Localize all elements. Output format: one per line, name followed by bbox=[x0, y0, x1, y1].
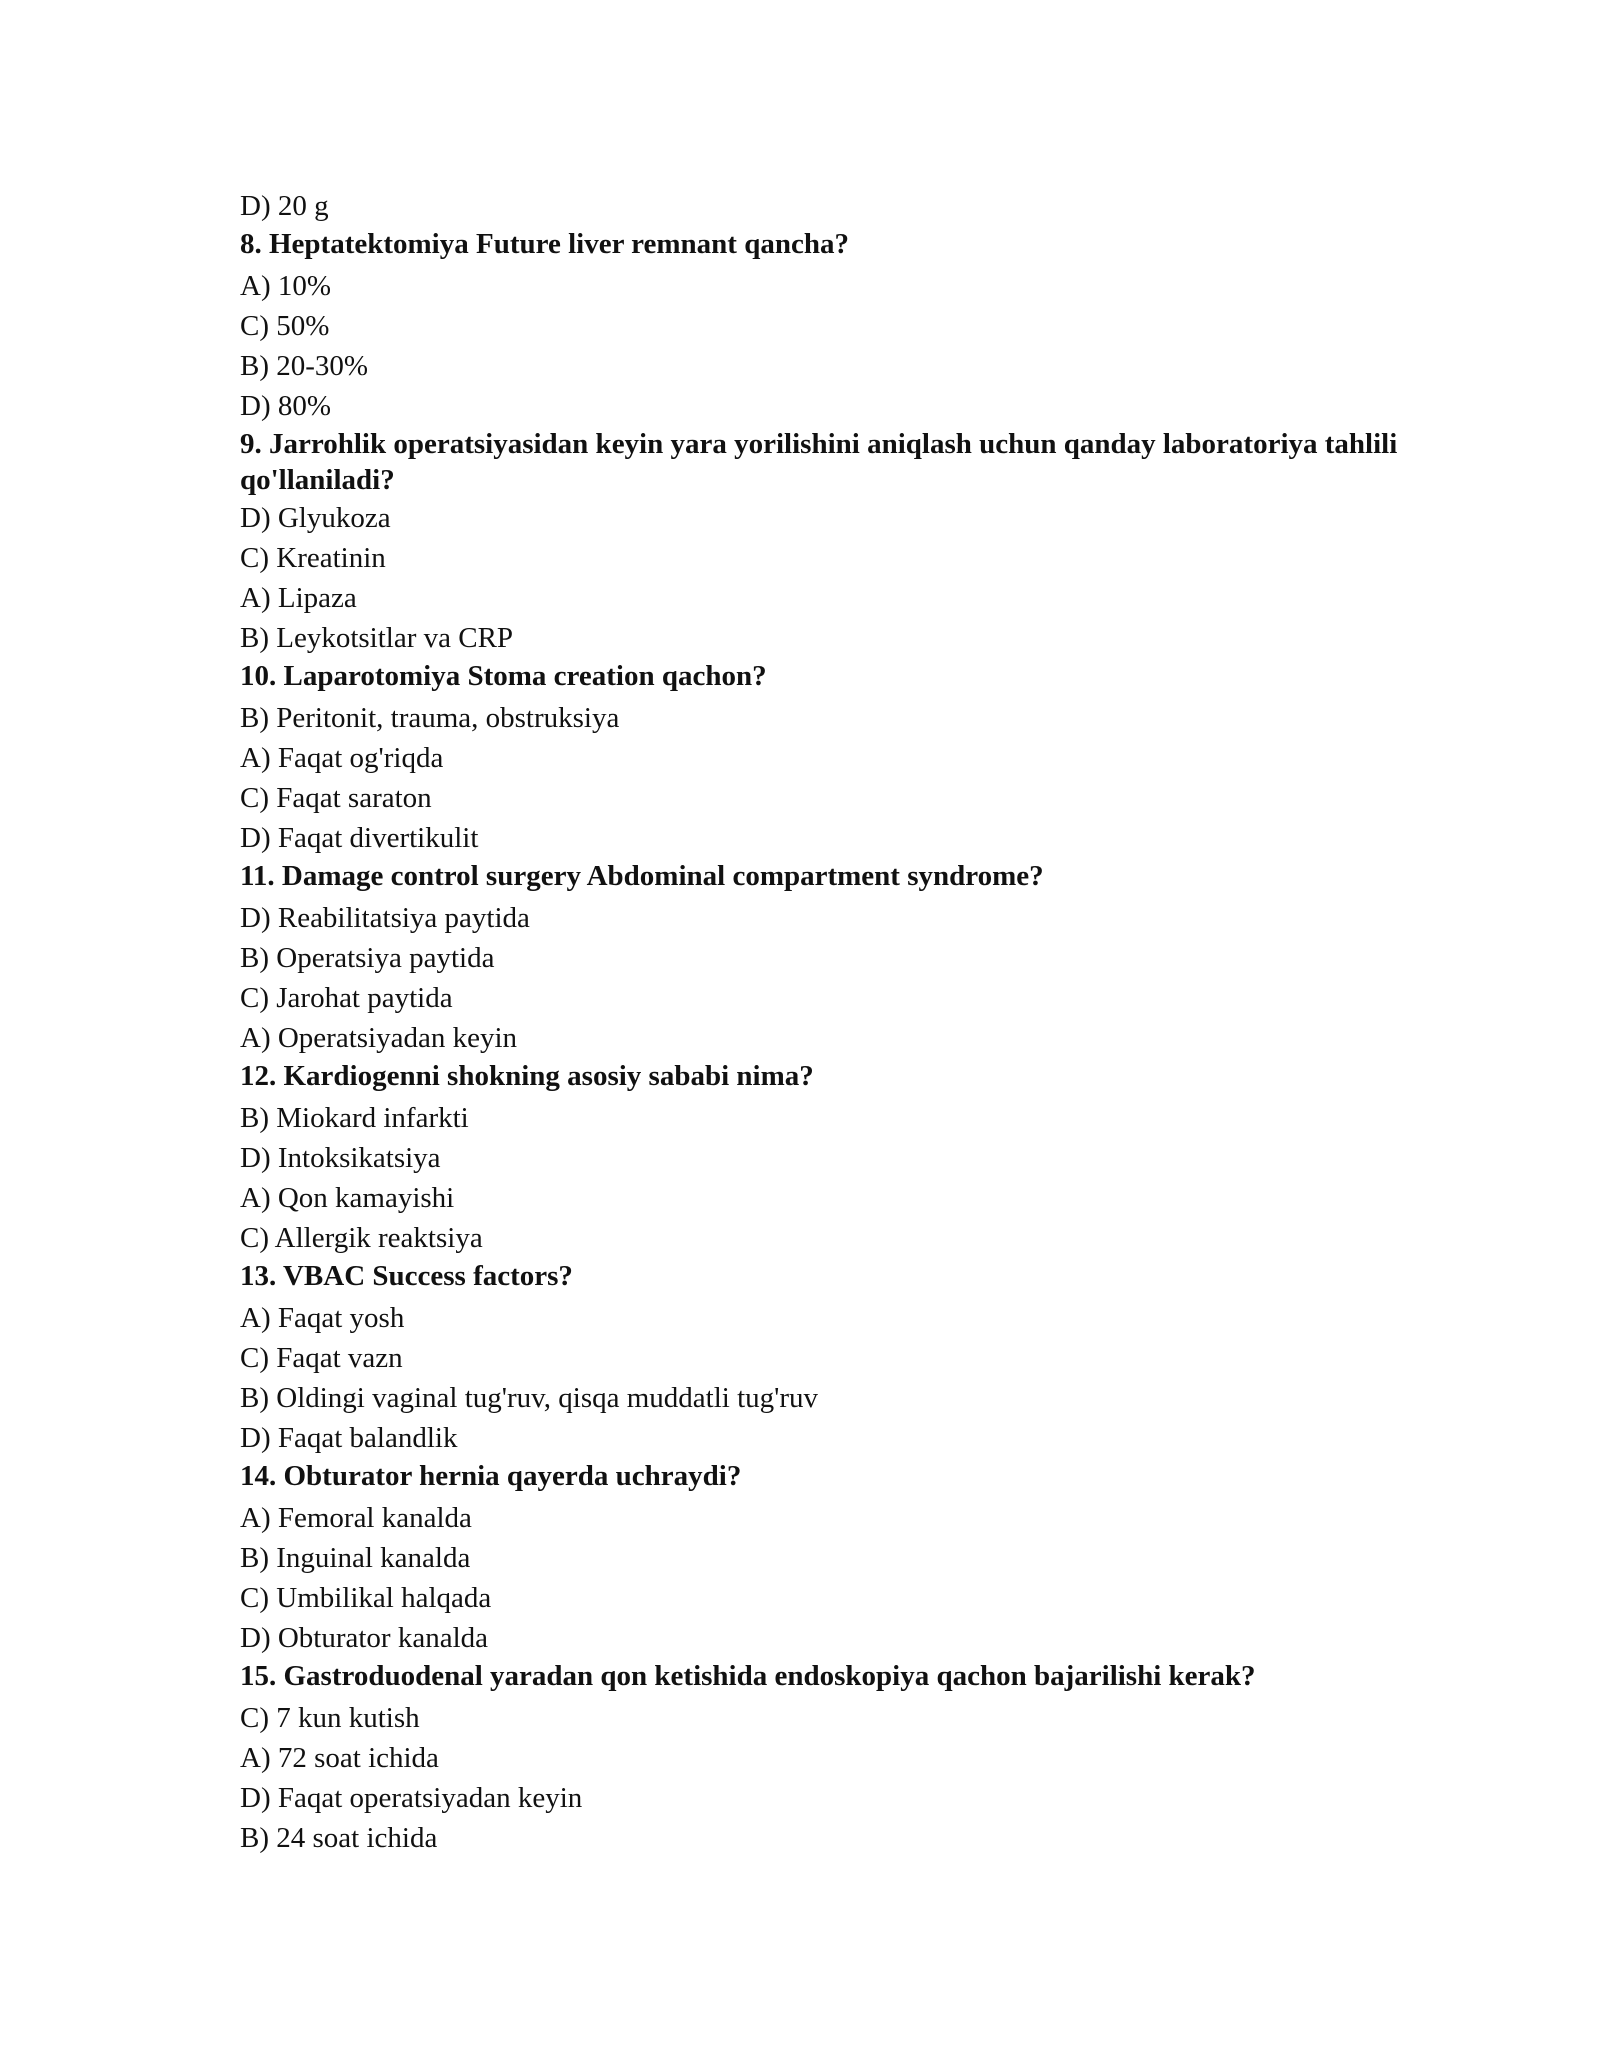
option-line: D) Obturator kanalda bbox=[240, 1622, 489, 1654]
question-text: 10. Laparotomiya Stoma creation qachon? bbox=[240, 660, 767, 692]
option-line: C) Kreatinin bbox=[240, 542, 386, 574]
option-line: B) 24 soat ichida bbox=[240, 1822, 438, 1854]
question-block-13 bbox=[240, 1258, 1420, 1458]
option-line: A) Faqat yosh bbox=[240, 1302, 405, 1334]
option-line: B) Operatsiya paytida bbox=[240, 942, 495, 974]
option-line: C) Jarohat paytida bbox=[240, 982, 453, 1014]
option-line: D) Faqat operatsiyadan keyin bbox=[240, 1782, 583, 1814]
option-line: C) Allergik reaktsiya bbox=[240, 1222, 483, 1254]
option-line: B) Oldingi vaginal tug'ruv, qisqa muddatli tug'ruv bbox=[240, 1382, 819, 1414]
question-block-11 bbox=[240, 858, 1420, 1058]
option-line: C) 7 kun kutish bbox=[240, 1702, 420, 1734]
question-text: 8. Heptatektomiya Future liver remnant qancha? bbox=[240, 228, 849, 260]
question-block-9 bbox=[240, 426, 1420, 658]
question-text: 13. VBAC Success factors? bbox=[240, 1260, 573, 1292]
question-text: 12. Kardiogenni shokning asosiy sababi nima? bbox=[240, 1060, 814, 1092]
option-line: D) Faqat divertikulit bbox=[240, 822, 479, 854]
option-line: A) 10% bbox=[240, 270, 332, 302]
question-text: 15. Gastroduodenal yaradan qon ketishida endoskopiya qachon bajarilishi kerak? bbox=[240, 1660, 1256, 1692]
option-line: B) 20-30% bbox=[240, 350, 369, 382]
option-line: C) Faqat saraton bbox=[240, 782, 432, 814]
option-line: D) Intoksikatsiya bbox=[240, 1142, 441, 1174]
option-line: B) Inguinal kanalda bbox=[240, 1542, 471, 1574]
option-line: A) Faqat og'riqda bbox=[240, 742, 444, 774]
question-text: 11. Damage control surgery Abdominal compartment syndrome? bbox=[240, 860, 1044, 892]
option-line: D) 20 g bbox=[240, 190, 329, 222]
option-line: B) Peritonit, trauma, obstruksiya bbox=[240, 702, 620, 734]
option-line: C) Umbilikal halqada bbox=[240, 1582, 492, 1614]
option-line: A) Operatsiyadan keyin bbox=[240, 1022, 518, 1054]
question-block-10 bbox=[240, 658, 1420, 858]
question-block-14 bbox=[240, 1458, 1420, 1658]
option-line: A) Femoral kanalda bbox=[240, 1502, 472, 1534]
option-line: B) Leykotsitlar va CRP bbox=[240, 622, 514, 654]
option-line: D) Faqat balandlik bbox=[240, 1422, 458, 1454]
question-text: 9. Jarrohlik operatsiyasidan keyin yara yorilishini aniqlash uchun qanday laboratoriya tahlili qo'llaniladi? bbox=[240, 428, 1398, 496]
question-block-15 bbox=[240, 1658, 1420, 1858]
option-line: C) 50% bbox=[240, 310, 330, 342]
option-line: B) Miokard infarkti bbox=[240, 1102, 469, 1134]
option-line: D) Reabilitatsiya paytida bbox=[240, 902, 530, 934]
question-text: 14. Obturator hernia qayerda uchraydi? bbox=[240, 1460, 742, 1492]
option-line: A) 72 soat ichida bbox=[240, 1742, 439, 1774]
option-line: A) Lipaza bbox=[240, 582, 357, 614]
option-line: D) Glyukoza bbox=[240, 502, 391, 534]
document-content bbox=[240, 186, 1420, 1858]
question-block-8 bbox=[240, 226, 1420, 426]
option-line: A) Qon kamayishi bbox=[240, 1182, 455, 1214]
question-block-12 bbox=[240, 1058, 1420, 1258]
option-line: C) Faqat vazn bbox=[240, 1342, 403, 1374]
option-line: D) 80% bbox=[240, 390, 332, 422]
